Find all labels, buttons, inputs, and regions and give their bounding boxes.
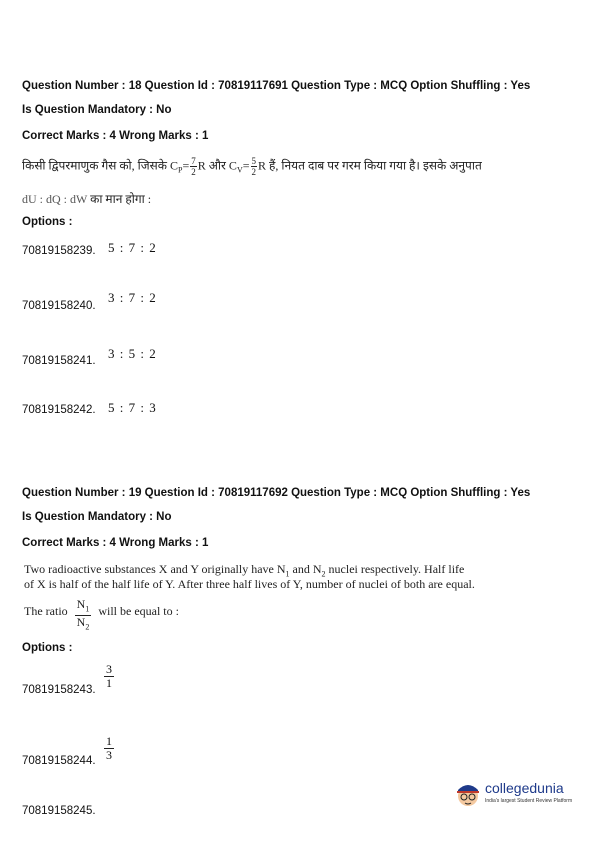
q19-option-1-den: 1 [106,676,112,690]
q19-question-line3 [24,598,179,630]
q18-option-3-value[interactable]: 3 : 5 : 2 [108,346,157,361]
q18-mandatory: Is Question Mandatory : No [22,104,172,116]
q19-option-2-den: 3 [106,748,112,762]
collegedunia-logo [455,778,575,812]
logo-name: collegedunia [485,780,564,796]
q19-option-1-id: 70819158243. [22,684,96,696]
q19-question-line2: of X is half of the half life of Y. After three half lives of Y, number of nuclei of both are equal. [24,577,475,591]
q18-option-4-id: 70819158242. [22,404,96,416]
q18-header: Question Number : 18 Question Id : 70819117691 Question Type : MCQ Option Shuffling : Yes [22,80,531,92]
q18-ratio-text: dU : dQ : dW [22,192,88,206]
q18-line2-tail: का मान होगा : [87,192,152,206]
q18-option-1-id: 70819158239. [22,245,96,257]
q18-text-a: किसी द्विपरमाणुक गैस को, जिसके C [22,158,178,173]
q18-options-label: Options : [22,216,73,228]
q18-option-4-value[interactable]: 5 : 7 : 3 [108,400,157,415]
q19-l1-a: Two radioactive substances X and Y originally have N [24,562,286,576]
q18-option-2-id: 70819158240. [22,300,96,312]
logo-mascot-icon [455,780,481,808]
q18-option-2-value[interactable]: 3 : 7 : 2 [108,290,157,305]
q19-option-1-num: 3 [106,662,112,676]
q19-option-3-id: 70819158245. [22,805,96,817]
q19-option-1-fraction[interactable] [104,663,114,690]
q19-line3-tail: will be equal to : [98,604,179,618]
q18-eq1: = [182,158,190,173]
q19-option-2-num: 1 [106,734,112,748]
q19-question-line1 [24,562,464,578]
q19-l1-c: nuclei respectively. Half life [325,562,465,576]
q18-text-c: R हैं, नियत दाब पर गरम किया गया है। इसके अनुपात [258,158,482,173]
q18-option-1-value[interactable]: 5 : 7 : 2 [108,240,157,255]
fraction-5-2: $\frac{5}{2}$ [251,156,256,177]
q18-option-3-id: 70819158241. [22,355,96,367]
logo-tagline: India's largest Student Review Platform [485,798,573,804]
q18-marks: Correct Marks : 4 Wrong Marks : 1 [22,130,209,142]
n1-subscript: 1 [285,569,290,579]
n2-subscript: 2 [321,569,326,579]
q19-mandatory: Is Question Mandatory : No [22,511,172,523]
q19-options-label: Options : [22,642,73,654]
q19-option-2-fraction[interactable] [104,735,114,762]
cv-subscript: V [236,165,243,175]
q19-l1-b: and N [289,562,322,576]
q18-question-line2 [22,190,151,207]
q18-eq2: = [242,158,250,173]
q19-header: Question Number : 19 Question Id : 70819117692 Question Type : MCQ Option Shuffling : Yes [22,487,531,499]
ratio-fraction: $\frac{N_1}{N_2}$ [76,597,90,632]
q19-option-2-id: 70819158244. [22,755,96,767]
q18-text-b: R और C [197,158,237,173]
cp-subscript: P [178,165,183,175]
q18-question-line1 [22,156,482,177]
q19-marks: Correct Marks : 4 Wrong Marks : 1 [22,537,209,549]
fraction-7-2: $\frac{7}{2}$ [191,156,196,177]
q19-ratio-label: The ratio [24,604,68,618]
